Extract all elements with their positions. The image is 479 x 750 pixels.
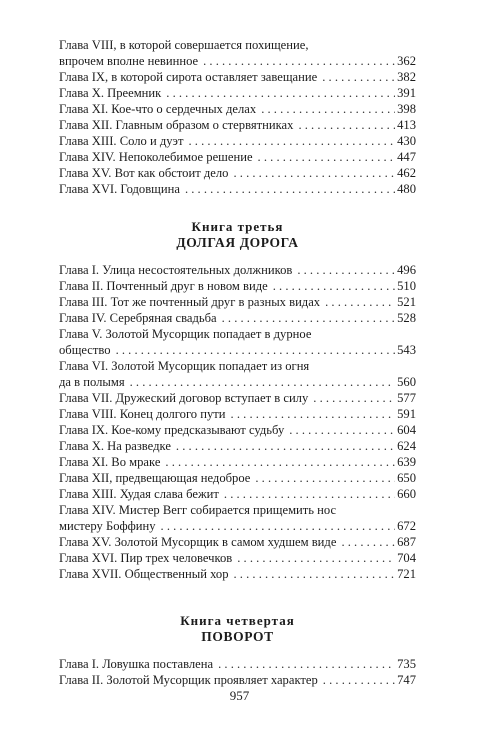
dot-leader	[188, 133, 395, 149]
toc-entry-page-number: 704	[397, 551, 416, 565]
toc-entry-page-number: 510	[397, 279, 416, 293]
book-number: Книга третья	[191, 219, 284, 234]
toc-entry-page-number: 650	[397, 471, 416, 485]
toc-entry-title: мистеру Боффину	[59, 519, 156, 533]
dot-leader	[258, 149, 396, 165]
toc-entry-title-line: Глава VI. Золотой Мусорщик попадает из огня	[59, 359, 310, 373]
toc-entry-page-number: 430	[397, 134, 416, 148]
toc-entry-title-line: Глава XIV. Мистер Вегг собирается прищемить нос	[59, 503, 337, 517]
toc-entry-page-number: 660	[397, 487, 416, 501]
toc-entry-title: общество	[59, 343, 111, 357]
toc-entry-page-number: 560	[397, 375, 416, 389]
dot-leader	[289, 422, 395, 438]
page-number: 957	[229, 688, 250, 703]
toc-entry-title-line: Глава VIII, в которой совершается похищение,	[59, 38, 309, 52]
toc-entry-title: Глава XV. Золотой Мусорщик в самом худшем виде	[59, 535, 337, 549]
toc-entry[interactable]	[59, 656, 416, 672]
toc-entry-page-number: 413	[397, 118, 416, 132]
table-of-contents	[59, 37, 416, 688]
toc-section	[59, 613, 416, 688]
toc-entry-title: Глава IX, в которой сирота оставляет завещание	[59, 70, 318, 84]
toc-entry-title: Глава XVI. Пир трех человечков	[59, 551, 233, 565]
dot-leader	[298, 117, 395, 133]
dot-leader	[218, 656, 395, 672]
toc-entry-title-line: Глава V. Золотой Мусорщик попадает в дурное	[59, 327, 312, 341]
toc-entry-page-number: 362	[397, 54, 416, 68]
toc-entry-page-number: 747	[397, 673, 416, 687]
toc-entry[interactable]	[59, 358, 416, 390]
toc-entry-title: Глава XVI. Годовщина	[59, 182, 180, 196]
book-header	[59, 613, 416, 645]
toc-entry-title: Глава XI. Кое-что о сердечных делах	[59, 102, 257, 116]
toc-entry-page-number: 721	[397, 567, 416, 581]
toc-entry-title: Глава IX. Кое-кому предсказывают судьбу	[59, 423, 285, 437]
toc-entry-title: Глава XII, предвещающая недоброе	[59, 471, 251, 485]
toc-entry-page-number: 577	[397, 391, 416, 405]
toc-entry-title: Глава XIII. Худая слава бежит	[59, 487, 219, 501]
dot-leader	[233, 165, 395, 181]
toc-entry-page-number: 639	[397, 455, 416, 469]
toc-entry[interactable]	[59, 502, 416, 534]
book-number: Книга четвертая	[180, 613, 295, 628]
toc-entry-title: Глава IV. Серебряная свадьба	[59, 311, 217, 325]
book-title: ДОЛГАЯ ДОРОГА	[176, 235, 299, 250]
toc-entry-title: Глава III. Тот же почтенный друг в разных видах	[59, 295, 321, 309]
toc-entry[interactable]	[59, 550, 416, 566]
toc-entry-title: Глава II. Золотой Мусорщик проявляет характер	[59, 673, 318, 687]
toc-entry-title: Глава XI. Во мраке	[59, 455, 161, 469]
dot-leader	[165, 454, 395, 470]
toc-entry[interactable]	[59, 117, 416, 133]
toc-entry[interactable]	[59, 534, 416, 550]
toc-entry[interactable]	[59, 672, 416, 688]
toc-entry[interactable]	[59, 310, 416, 326]
toc-entry[interactable]	[59, 470, 416, 486]
toc-entry-page-number: 672	[397, 519, 416, 533]
dot-leader	[322, 69, 395, 85]
book-header	[59, 219, 416, 251]
toc-entry[interactable]	[59, 101, 416, 117]
toc-entry-title: впрочем вполне невинное	[59, 54, 199, 68]
toc-entry-title: Глава I. Улица несостоятельных должников	[59, 263, 293, 277]
toc-entry-title: Глава VII. Дружеский договор вступает в силу	[59, 391, 309, 405]
toc-entry-page-number: 543	[397, 343, 416, 357]
toc-entry[interactable]	[59, 326, 416, 358]
toc-entry[interactable]	[59, 438, 416, 454]
toc-entry[interactable]	[59, 486, 416, 502]
toc-entry-page-number: 528	[397, 311, 416, 325]
dot-leader	[234, 566, 396, 582]
dot-leader	[313, 390, 395, 406]
toc-entry-title: Глава XIII. Соло и дуэт	[59, 134, 184, 148]
toc-entry[interactable]	[59, 181, 416, 197]
toc-entry-title: Глава X. На разведке	[59, 439, 171, 453]
toc-entry-page-number: 604	[397, 423, 416, 437]
dot-leader	[130, 374, 395, 390]
dot-leader	[261, 101, 395, 117]
toc-entry[interactable]	[59, 262, 416, 278]
dot-leader	[255, 470, 395, 486]
toc-entry-page-number: 735	[397, 657, 416, 671]
toc-entry-title: Глава XIV. Непоколебимое решение	[59, 150, 253, 164]
dot-leader	[116, 342, 396, 358]
dot-leader	[273, 278, 395, 294]
dot-leader	[203, 53, 395, 69]
toc-entry-page-number: 398	[397, 102, 416, 116]
dot-leader	[224, 486, 395, 502]
toc-entry-page-number: 687	[397, 535, 416, 549]
toc-section	[59, 37, 416, 197]
toc-entry-page-number: 521	[397, 295, 416, 309]
toc-entry-title: Глава XII. Главным образом о стервятниках	[59, 118, 294, 132]
toc-entry[interactable]	[59, 294, 416, 310]
toc-entry[interactable]	[59, 69, 416, 85]
toc-entry-page-number: 447	[397, 150, 416, 164]
toc-section	[59, 219, 416, 582]
dot-leader	[231, 406, 396, 422]
toc-entry-page-number: 462	[397, 166, 416, 180]
toc-entry[interactable]	[59, 390, 416, 406]
toc-entry-title: Глава I. Ловушка поставлена	[59, 657, 214, 671]
toc-entry-title: Глава XV. Вот как обстоит дело	[59, 166, 229, 180]
toc-entry-title: Глава XVII. Общественный хор	[59, 567, 229, 581]
toc-entry[interactable]	[59, 278, 416, 294]
toc-entry-page-number: 496	[397, 263, 416, 277]
dot-leader	[323, 672, 395, 688]
toc-entry-page-number: 382	[397, 70, 416, 84]
toc-entry[interactable]	[59, 149, 416, 165]
dot-leader	[222, 310, 396, 326]
toc-entry[interactable]	[59, 85, 416, 101]
dot-leader	[166, 85, 395, 101]
toc-entry-title: Глава X. Преемник	[59, 86, 162, 100]
toc-entry[interactable]	[59, 133, 416, 149]
toc-entry[interactable]	[59, 37, 416, 69]
book-title: ПОВОРОТ	[201, 629, 274, 644]
toc-entry-page-number: 624	[397, 439, 416, 453]
dot-leader	[161, 518, 396, 534]
toc-entry-page-number: 480	[397, 182, 416, 196]
toc-entry-title: да в полымя	[59, 375, 125, 389]
dot-leader	[341, 534, 395, 550]
dot-leader	[176, 438, 395, 454]
dot-leader	[325, 294, 395, 310]
dot-leader	[185, 181, 395, 197]
toc-entry-page-number: 591	[397, 407, 416, 421]
toc-entry[interactable]	[59, 454, 416, 470]
dot-leader	[297, 262, 395, 278]
toc-entry[interactable]	[59, 165, 416, 181]
toc-entry[interactable]	[59, 566, 416, 582]
toc-entry-title: Глава II. Почтенный друг в новом виде	[59, 279, 268, 293]
toc-entry[interactable]	[59, 406, 416, 422]
toc-entry[interactable]	[59, 422, 416, 438]
toc-entry-title: Глава VIII. Конец долгого пути	[59, 407, 226, 421]
toc-entry-page-number: 391	[397, 86, 416, 100]
dot-leader	[237, 550, 395, 566]
